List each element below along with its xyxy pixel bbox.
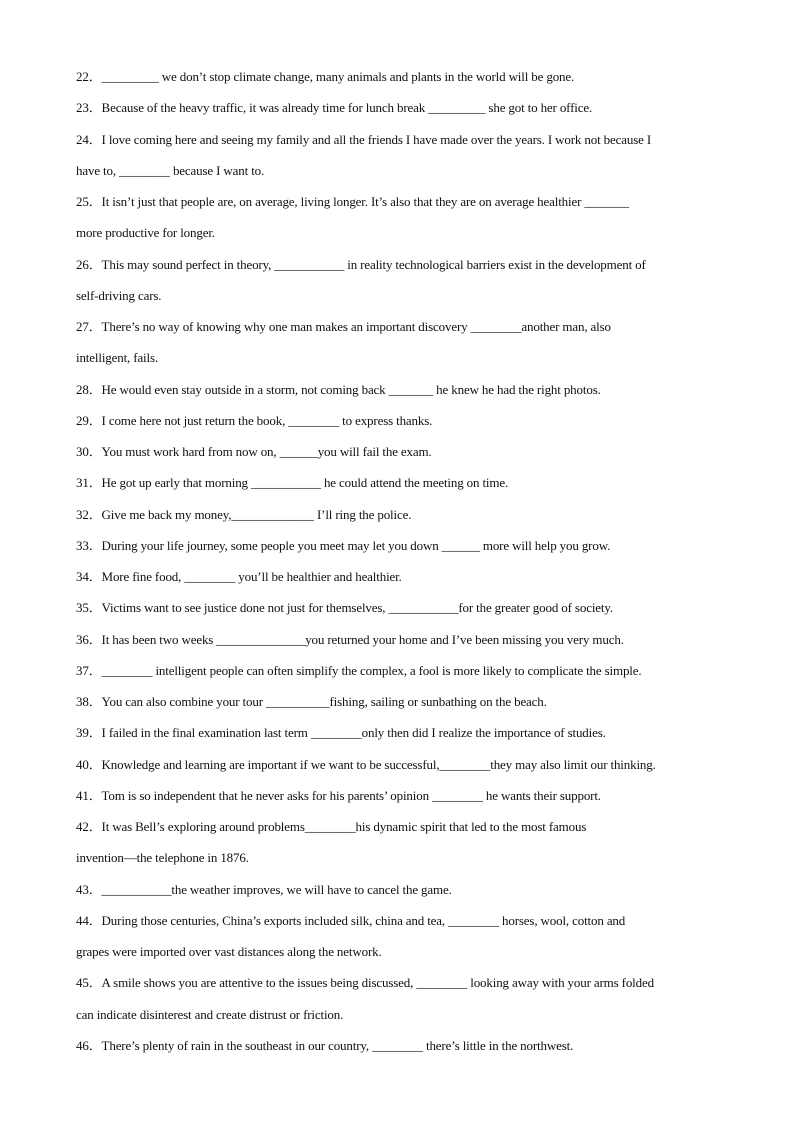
question-text: 22．_________ we don’t stop climate change, many animals and plants in the world will be gone. — [76, 69, 575, 84]
question-text: 36．It has been two weeks ______________you returned your home and I’ve been missing you very much. — [76, 632, 624, 647]
question-text: 30．You must work hard from now on, ______you will fail the exam. — [76, 444, 432, 459]
question-text: 37．________ intelligent people can often simplify the complex, a fool is more likely to complicate the simple. — [76, 663, 642, 678]
question-text: 44．During those centuries, China’s exports included silk, china and tea, ________ horses, wool, cotton and — [76, 913, 626, 928]
question-text: 39．I failed in the final examination last term ________only then did I realize the importance of studies. — [76, 725, 606, 740]
question-text-continued: invention—the telephone in 1876. — [76, 850, 249, 865]
question-text-continued: self-driving cars. — [76, 288, 162, 303]
question-text: 45．A smile shows you are attentive to the issues being discussed, ________ looking away with your arms folded — [76, 975, 654, 990]
question-text: 46．There’s plenty of rain in the southeast in our country, ________ there’s little in the northwest. — [76, 1038, 574, 1053]
question-text-continued: grapes were imported over vast distances along the network. — [76, 944, 382, 959]
question-text: 43．___________the weather improves, we will have to cancel the game. — [76, 882, 452, 897]
question-text: 31．He got up early that morning ___________ he could attend the meeting on time. — [76, 475, 509, 490]
question-text: 34．More fine food, ________ you’ll be healthier and healthier. — [76, 569, 402, 584]
question-text-continued: have to, ________ because I want to. — [76, 163, 265, 178]
question-text: 32．Give me back my money,_____________ I’ll ring the police. — [76, 507, 412, 522]
question-text: 28．He would even stay outside in a storm, not coming back _______ he knew he had the right photos. — [76, 382, 601, 397]
question-text: 35．Victims want to see justice done not just for themselves, ___________for the greater good of society. — [76, 600, 613, 615]
question-text: 40．Knowledge and learning are important if we want to be successful,________they may also limit our thinking. — [76, 757, 656, 772]
question-text-continued: can indicate disinterest and create distrust or friction. — [76, 1007, 344, 1022]
question-text: 25．It isn’t just that people are, on average, living longer. It’s also that they are on average healthier _______ — [76, 194, 629, 209]
question-text: 24．I love coming here and seeing my family and all the friends I have made over the years. I work not because I — [76, 132, 652, 147]
question-text-continued: intelligent, fails. — [76, 350, 158, 365]
question-text: 42．It was Bell’s exploring around problems________his dynamic spirit that led to the most famous — [76, 819, 587, 834]
question-text: 33．During your life journey, some people you meet may let you down ______ more will help you grow. — [76, 538, 611, 553]
question-text: 38．You can also combine your tour __________fishing, sailing or sunbathing on the beach. — [76, 694, 547, 709]
question-text: 29．I come here not just return the book, ________ to express thanks. — [76, 413, 433, 428]
question-text: 27．There’s no way of knowing why one man makes an important discovery ________another man, also — [76, 319, 611, 334]
question-text: 23．Because of the heavy traffic, it was already time for lunch break _________ she got to her office. — [76, 100, 593, 115]
question-text-continued: more productive for longer. — [76, 225, 215, 240]
question-text: 26．This may sound perfect in theory, ___________ in reality technological barriers exist in the development of — [76, 257, 646, 272]
question-text: 41．Tom is so independent that he never asks for his parents’ opinion ________ he wants their support. — [76, 788, 601, 803]
